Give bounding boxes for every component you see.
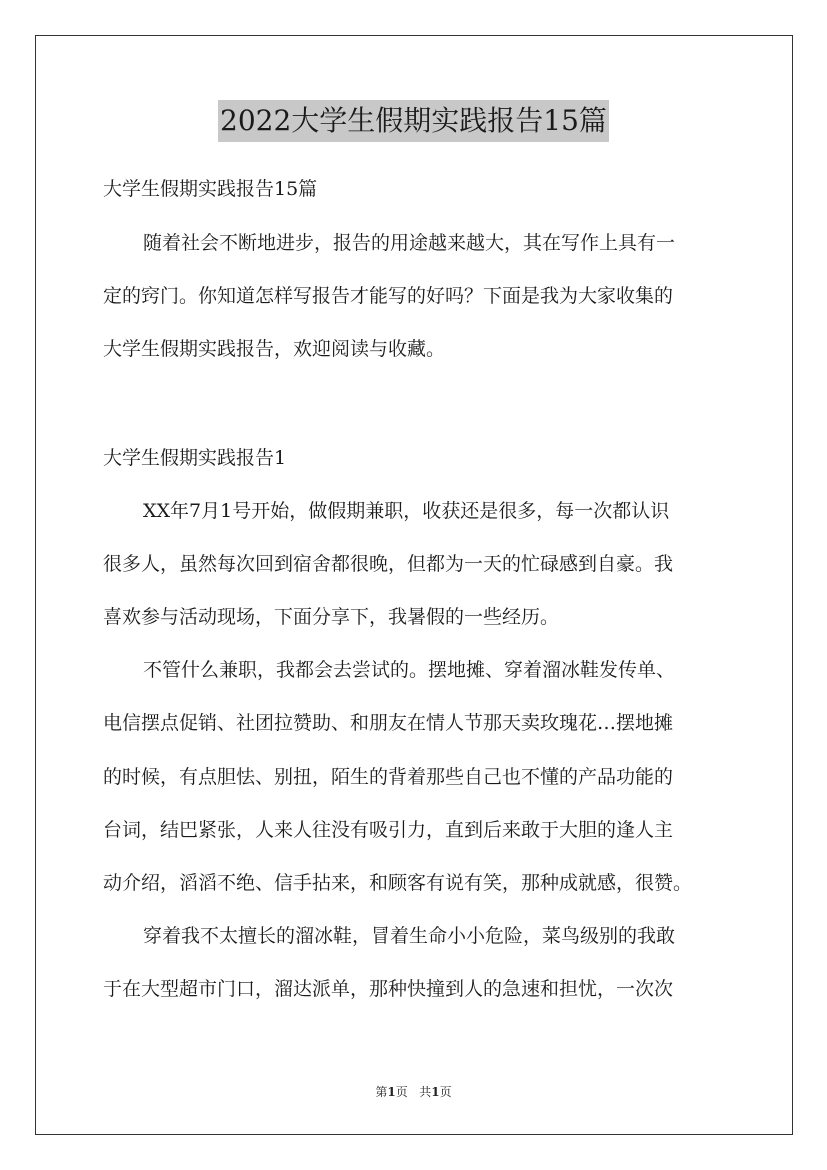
paragraph-line: 不管什么兼职，我都会去尝试的。摆地摊、穿着溜冰鞋发传单、 xyxy=(143,659,676,681)
total-suffix: 页 xyxy=(439,1085,452,1099)
paragraph-line: 大学生假期实践报告，欢迎阅读与收藏。 xyxy=(103,338,446,360)
paragraph-line: 定的窍门。你知道怎样写报告才能写的好吗？下面是我为大家收集的 xyxy=(103,285,674,307)
total-pages: 1 xyxy=(431,1085,440,1099)
paragraph-line: 于在大型超市门口，溜达派单，那种快撞到人的急速和担忧，一次次 xyxy=(103,978,674,1000)
paragraph-line: 很多人，虽然每次回到宿舍都很晚，但都为一天的忙碌感到自豪。我 xyxy=(103,553,674,575)
page-number: 1 xyxy=(387,1085,396,1099)
section-heading: 大学生假期实践报告15篇 xyxy=(103,178,318,200)
paragraph-line: 的时候，有点胆怯、别扭，陌生的背着那些自己也不懂的产品功能的 xyxy=(103,766,674,788)
page-suffix: 页 xyxy=(395,1085,408,1099)
title-container xyxy=(0,100,827,142)
page-footer xyxy=(0,1083,827,1100)
section-heading: 大学生假期实践报告1 xyxy=(103,447,287,469)
page-prefix: 第 xyxy=(375,1085,388,1099)
paragraph-line: 电信摆点促销、社团拉赞助、和朋友在情人节那天卖玫瑰花…摆地摊 xyxy=(103,712,674,734)
paragraph-line: 随着社会不断地进步，报告的用途越来越大，其在写作上具有一 xyxy=(143,232,676,254)
paragraph-line: 台词，结巴紧张，人来人往没有吸引力，直到后来敢于大胆的逢人主 xyxy=(103,819,674,841)
paragraph-line: 动介绍，滔滔不绝、信手拈来，和顾客有说有笑，那种成就感，很赞。 xyxy=(103,872,693,894)
total-prefix: 共 xyxy=(419,1085,432,1099)
document-title: 2022大学生假期实践报告15篇 xyxy=(218,100,609,142)
paragraph-line: 喜欢参与活动现场，下面分享下，我暑假的一些经历。 xyxy=(103,606,560,628)
paragraph-line: XX年7月1号开始，做假期兼职，收获还是很多，每一次都认识 xyxy=(143,500,670,522)
paragraph-line: 穿着我不太擅长的溜冰鞋，冒着生命小小危险，菜鸟级别的我敢 xyxy=(143,925,676,947)
